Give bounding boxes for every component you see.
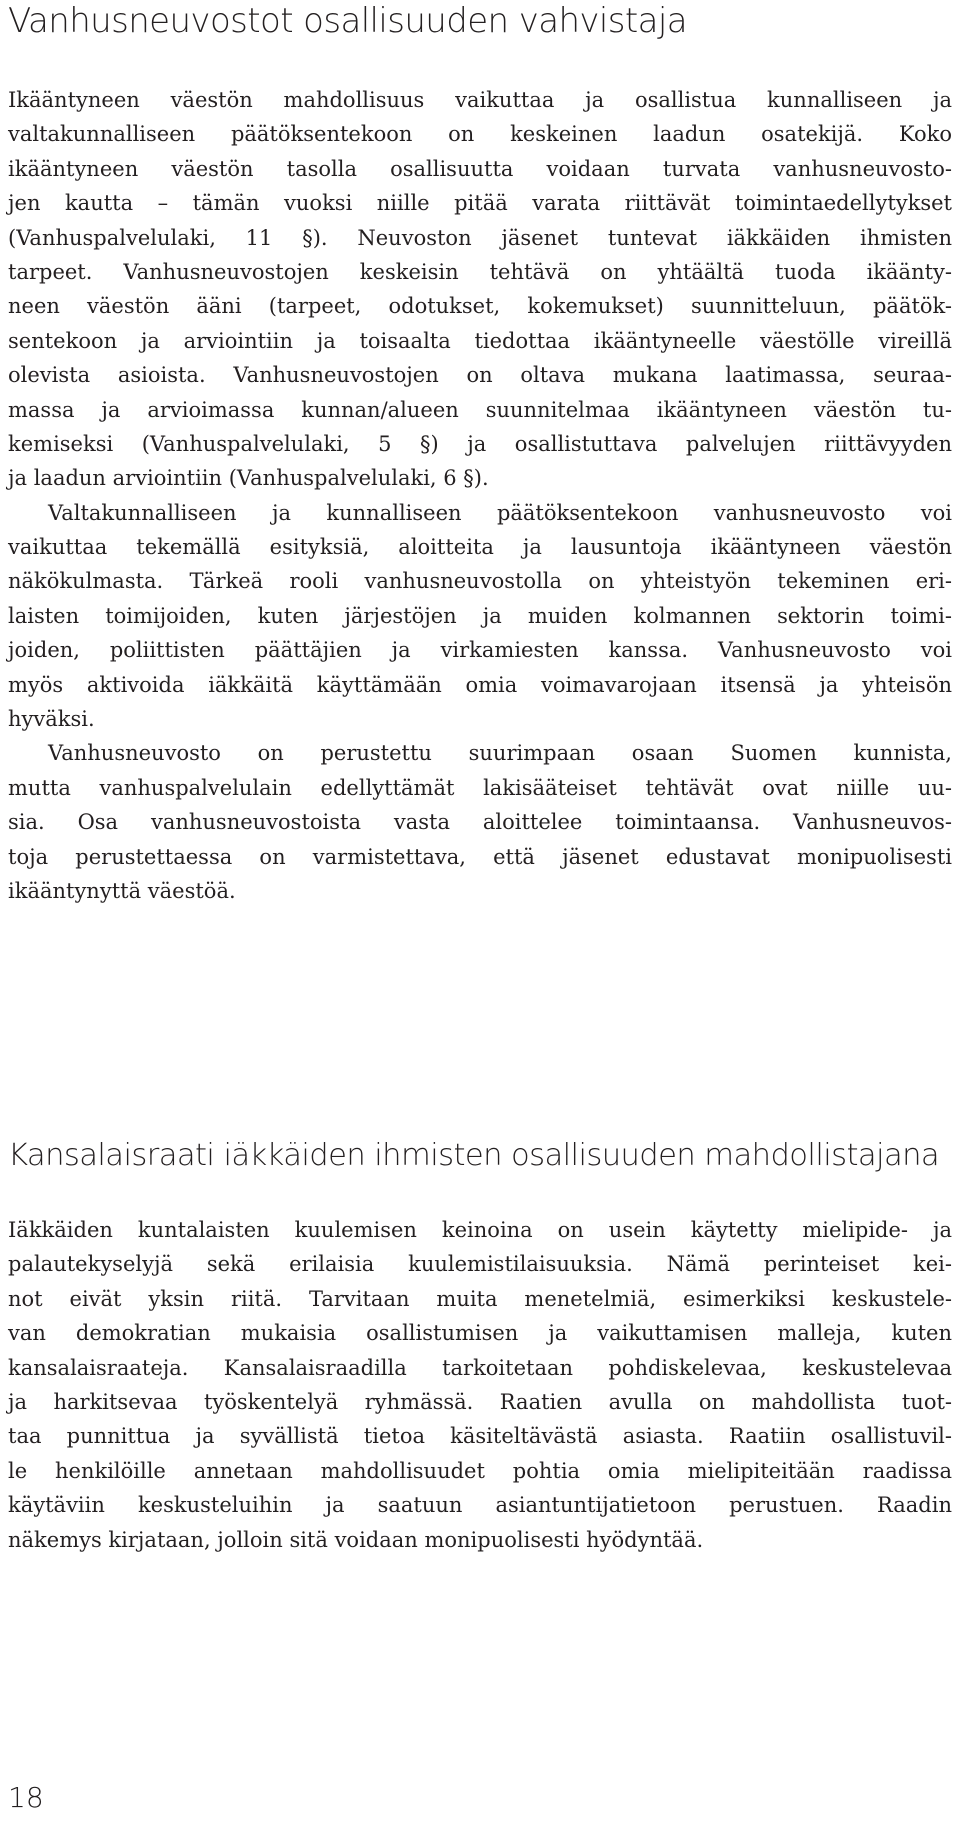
- text-line: vaikuttaa tekemällä esityksiä, aloitteita ja lausuntoja ikääntyneen väestön: [8, 535, 952, 560]
- text-line: valtakunnalliseen päätöksentekoon on keskeinen laadun osatekijä. Koko: [8, 122, 952, 147]
- page-number: 18: [8, 1781, 44, 1814]
- text-line: tarpeet. Vanhusneuvostojen keskeisin tehtävä on yhtäältä tuoda ikäänty-: [8, 259, 952, 284]
- text-line: Valtakunnalliseen ja kunnalliseen päätöksentekoon vanhusneuvosto voi: [48, 500, 952, 525]
- text-line: ikääntynyttä väestöä.: [8, 878, 236, 903]
- text-line: näkemys kirjataan, jolloin sitä voidaan monipuolisesti hyödyntää.: [8, 1527, 704, 1552]
- text-line: not eivät yksin riitä. Tarvitaan muita menetelmiä, esimerkiksi keskustele-: [8, 1286, 952, 1311]
- text-line: näkökulmasta. Tärkeä rooli vanhusneuvostolla on yhteistyön tekeminen eri-: [8, 569, 952, 594]
- text-line: myös aktivoida iäkkäitä käyttämään omia voimavarojaan itsensä ja yhteisön: [8, 672, 952, 697]
- text-line: ja harkitsevaa työskentelyä ryhmässä. Raatien avulla on mahdollista tuot-: [8, 1389, 952, 1414]
- text-line: Vanhusneuvosto on perustettu suurimpaan osaan Suomen kunnista,: [48, 741, 952, 766]
- text-line: joiden, poliittisten päättäjien ja virkamiesten kanssa. Vanhusneuvosto voi: [8, 638, 952, 663]
- text-line: sia. Osa vanhusneuvostoista vasta aloittelee toimintaansa. Vanhusneuvos-: [8, 810, 952, 835]
- text-line: le henkilöille annetaan mahdollisuudet pohtia omia mielipiteitään raadissa: [8, 1458, 952, 1483]
- text-line: (Vanhuspalvelulaki, 11 §). Neuvoston jäsenet tuntevat iäkkäiden ihmisten: [8, 225, 952, 250]
- section-heading-vanhusneuvostot: Vanhusneuvostot osallisuuden vahvistaja: [8, 1, 687, 41]
- text-line: kemiseksi (Vanhuspalvelulaki, 5 §) ja osallistuttava palvelujen riittävyyden: [8, 431, 952, 456]
- text-line: sentekoon ja arviointiin ja toisaalta tiedottaa ikääntyneelle väestölle vireillä: [8, 328, 952, 353]
- section-heading-kansalaisraati: Kansalaisraati iäkkäiden ihmisten osallisuuden mahdollistajana: [8, 1138, 940, 1173]
- text-line: laisten toimijoiden, kuten järjestöjen ja muiden kolmannen sektorin toimi-: [8, 603, 952, 628]
- text-line: taa punnittua ja syvällistä tietoa käsiteltävästä asiasta. Raatiin osallistuvil-: [8, 1424, 952, 1449]
- text-line: jen kautta – tämän vuoksi niille pitää varata riittävät toimintaedellytykset: [8, 191, 952, 216]
- text-line: toja perustettaessa on varmistettava, että jäsenet edustavat monipuolisesti: [8, 844, 952, 869]
- text-line: mutta vanhuspalvelulain edellyttämät lakisääteiset tehtävät ovat niille uu-: [8, 775, 952, 800]
- section-body-kansalaisraati: [8, 1213, 952, 1557]
- text-line: Iäkkäiden kuntalaisten kuulemisen keinoina on usein käytetty mielipide- ja: [8, 1218, 952, 1242]
- text-line: ja laadun arviointiin (Vanhuspalvelulaki, 6 §).: [8, 466, 489, 491]
- text-line: ikääntyneen väestön tasolla osallisuutta voidaan turvata vanhusneuvosto-: [8, 156, 952, 181]
- text-line: neen väestön ääni (tarpeet, odotukset, kokemukset) suunnitteluun, päätök-: [8, 294, 952, 319]
- text-line: van demokratian mukaisia osallistumisen ja vaikuttamisen malleja, kuten: [8, 1321, 952, 1346]
- text-line: massa ja arvioimassa kunnan/alueen suunnitelmaa ikääntyneen väestön tu-: [8, 397, 952, 422]
- text-line: kansalaisraateja. Kansalaisraadilla tarkoitetaan pohdiskelevaa, keskustelevaa: [8, 1355, 952, 1380]
- text-line: olevista asioista. Vanhusneuvostojen on oltava mukana laatimassa, seuraa-: [8, 363, 952, 388]
- text-line: palautekyselyjä sekä erilaisia kuulemistilaisuuksia. Nämä perinteiset kei-: [8, 1252, 952, 1277]
- text-line: hyväksi.: [8, 707, 95, 732]
- section-body-vanhusneuvostot: [8, 83, 952, 908]
- text-line: käytäviin keskusteluihin ja saatuun asiantuntijatietoon perustuen. Raadin: [8, 1493, 952, 1518]
- text-line: Ikääntyneen väestön mahdollisuus vaikuttaa ja osallistua kunnalliseen ja: [8, 88, 952, 112]
